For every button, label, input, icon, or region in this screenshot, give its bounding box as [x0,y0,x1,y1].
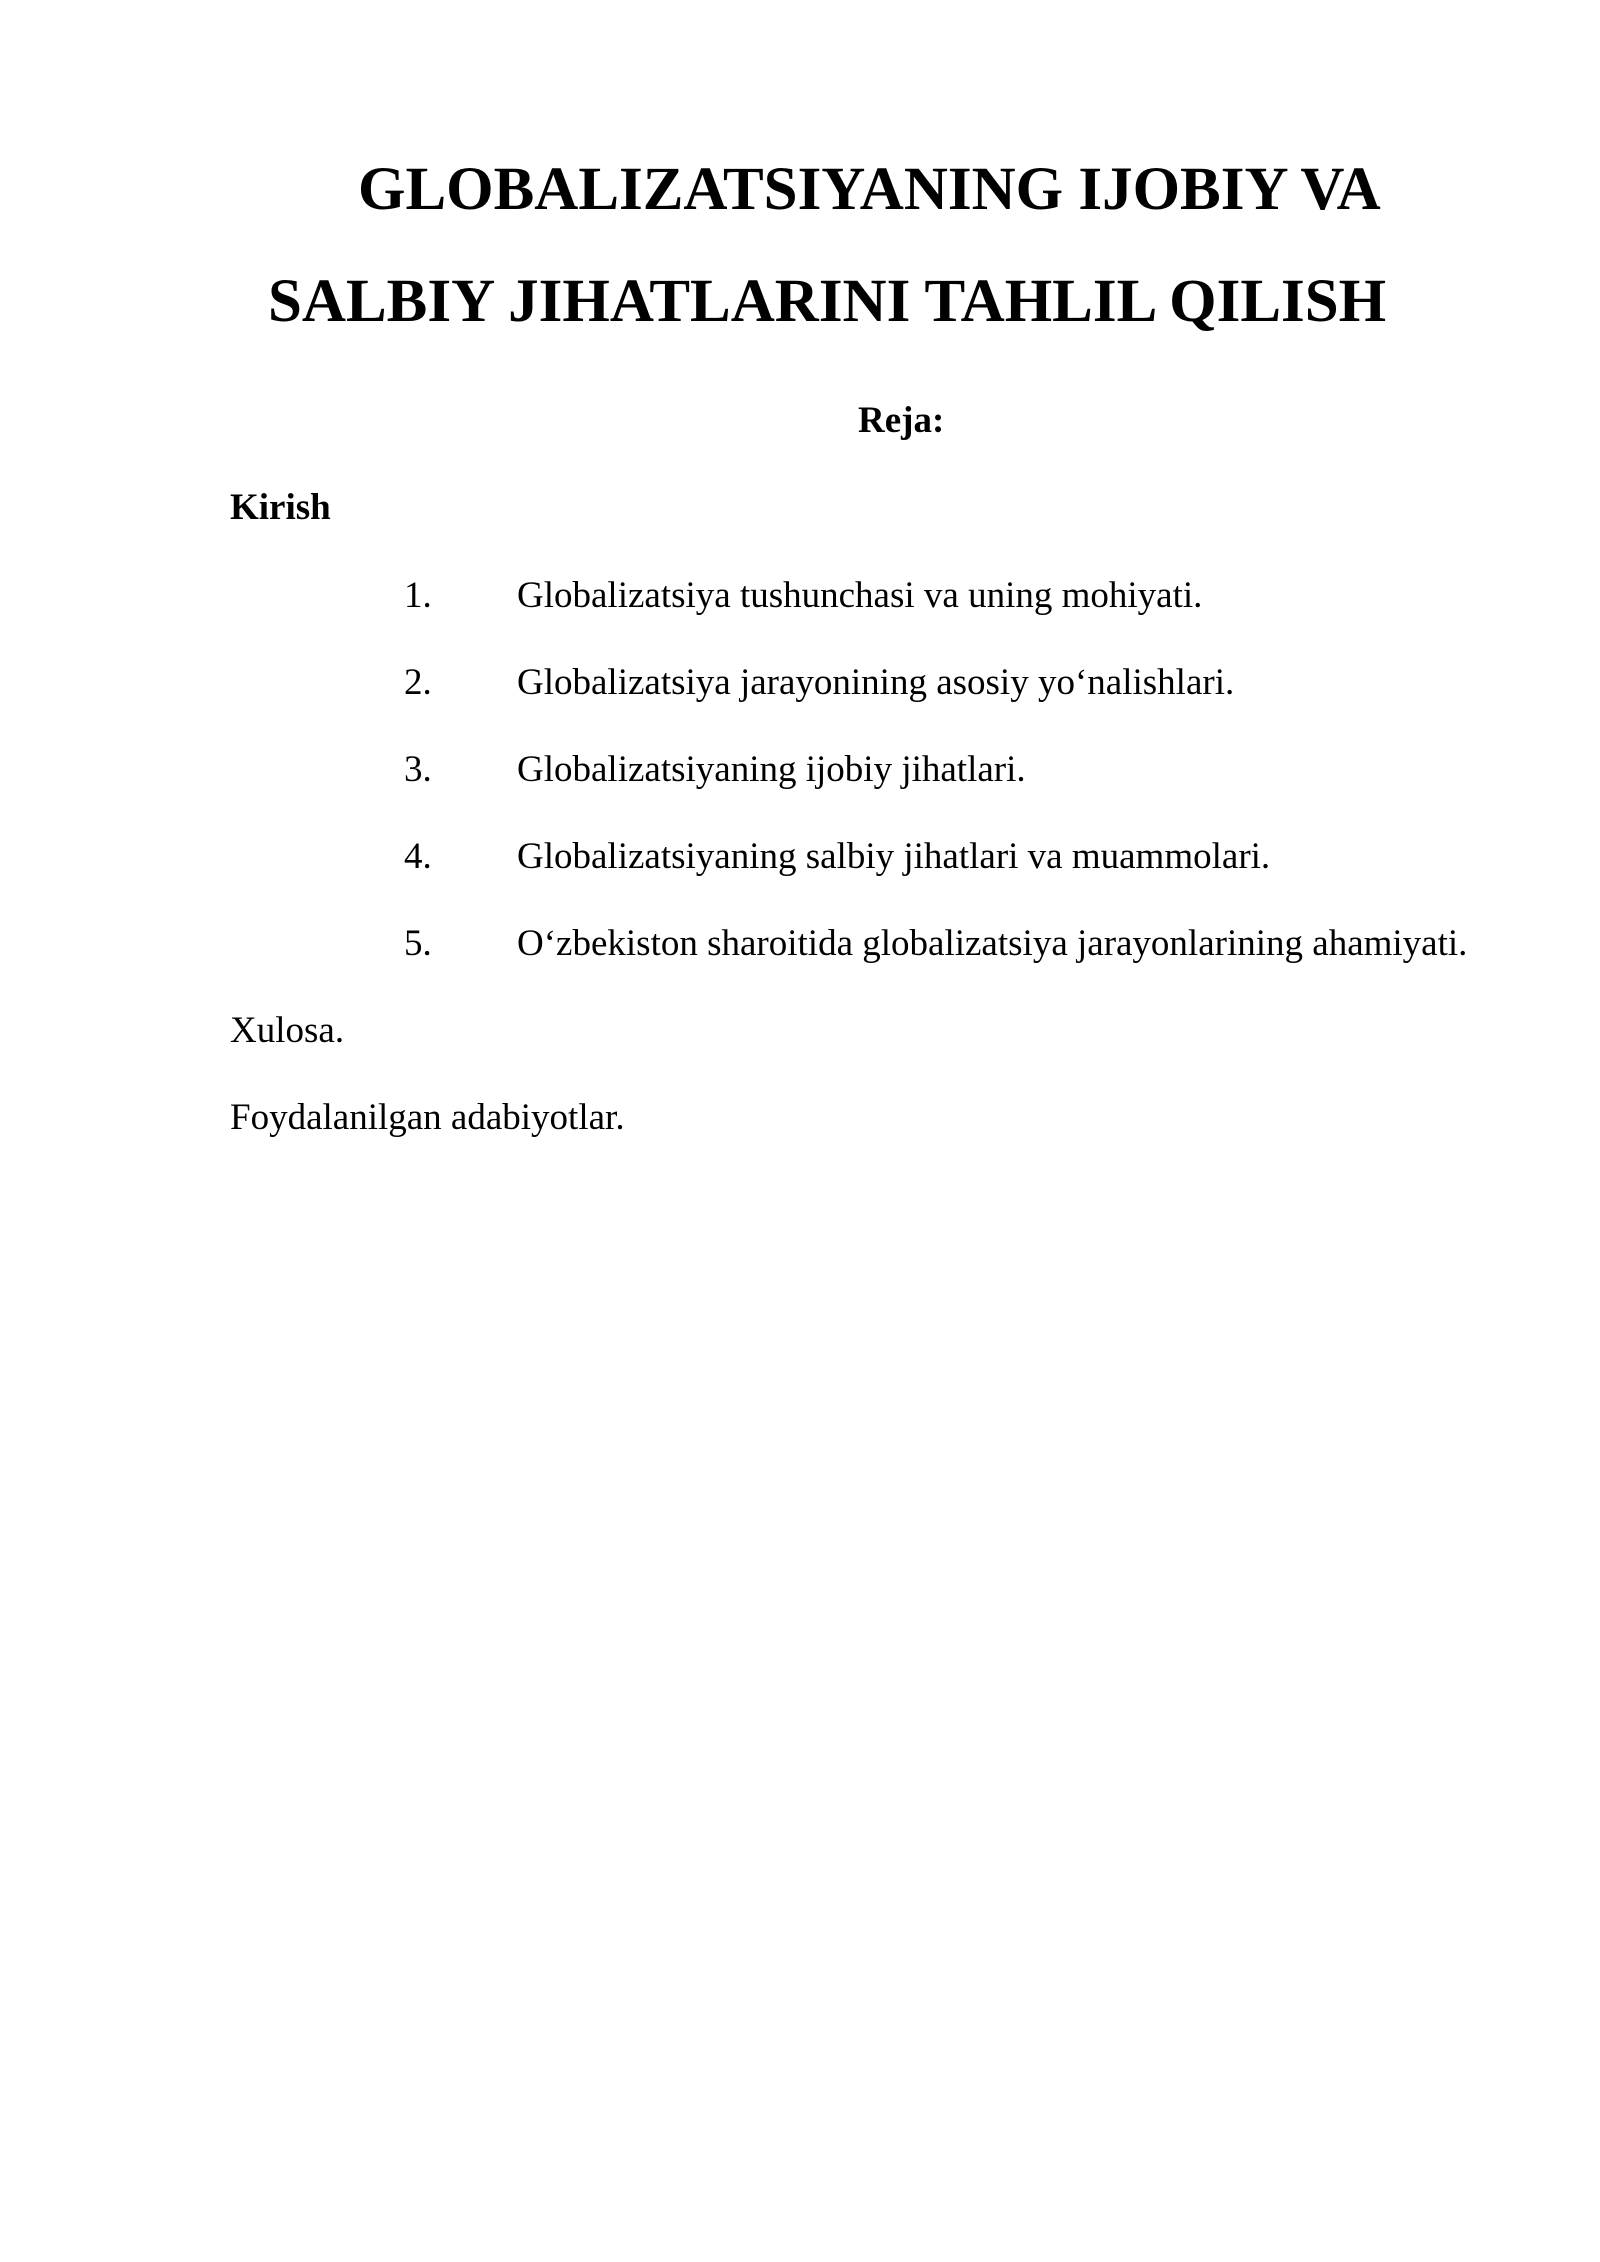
plan-list-item [0,661,1600,705]
list-item-number: 3. [404,749,432,790]
document-title-line-2: SALBIY JIHATLARINI TAHLIL QILISH [268,268,1387,335]
plan-list-item [0,574,1600,618]
document-title-line-1: GLOBALIZATSIYANING IJOBIY VA [358,156,1381,223]
list-item-text: Globalizatsiya tushunchasi va uning mohiyati. [517,575,1203,616]
list-item-text: O‘zbekiston sharoitida globalizatsiya jarayonlarining ahamiyati. [517,923,1468,964]
list-item-text: Globalizatsiyaning salbiy jihatlari va muammolari. [517,836,1271,877]
list-item-text: Globalizatsiyaning ijobiy jihatlari. [517,749,1026,790]
list-item-text: Globalizatsiya jarayonining asosiy yo‘nalishlari. [517,662,1235,703]
plan-list-item [0,835,1600,879]
plan-heading: Reja: [858,400,945,441]
intro-heading: Kirish [230,487,331,528]
plan-list-item [0,748,1600,792]
list-item-number: 1. [404,575,432,616]
plan-list-item [0,922,1600,966]
list-item-number: 2. [404,662,432,703]
references-line: Foydalanilgan adabiyotlar. [230,1097,625,1138]
list-item-number: 4. [404,836,432,877]
conclusion-line: Xulosa. [230,1010,345,1051]
list-item-number: 5. [404,923,432,964]
